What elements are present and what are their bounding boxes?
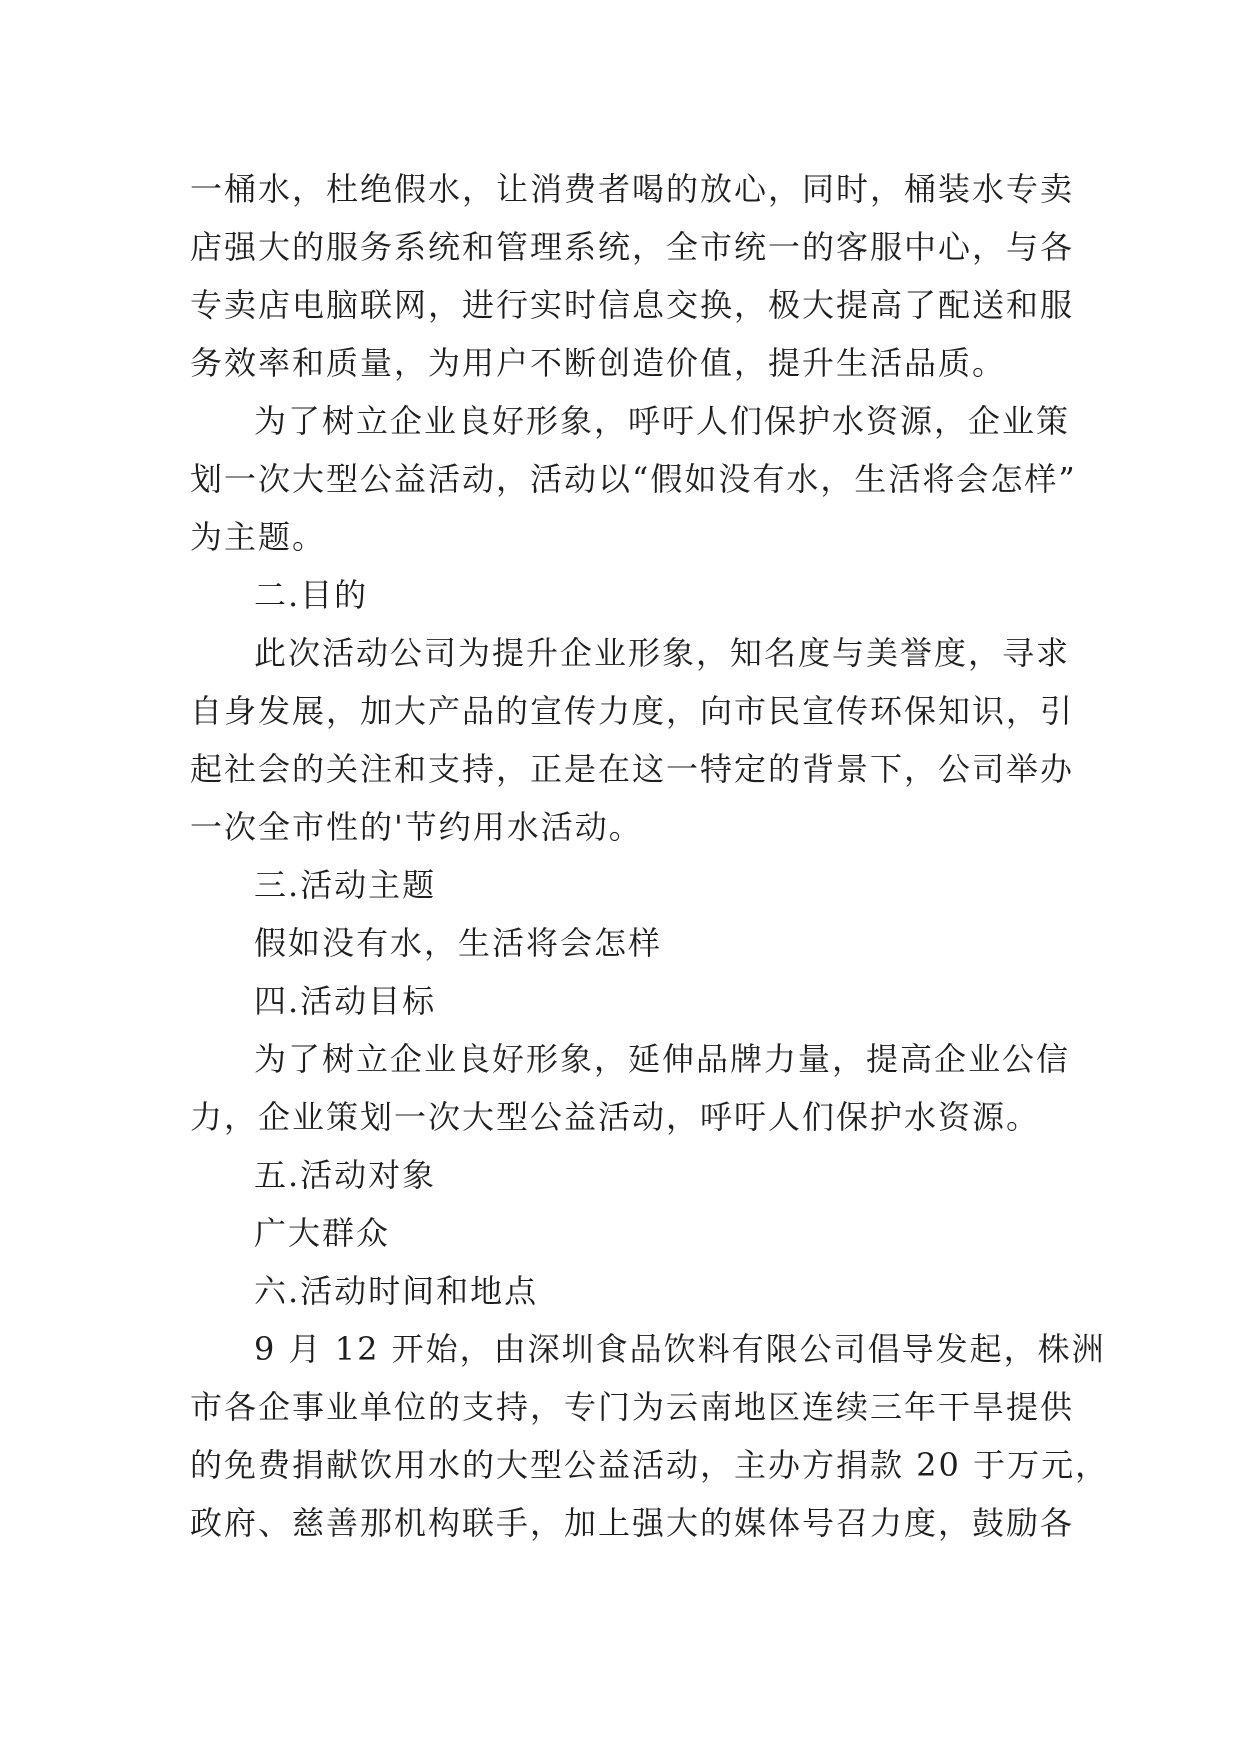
section-heading-theme: 三.活动主题 [254, 866, 437, 904]
paragraph-start: 假如没有水，生活将会怎样 [254, 924, 663, 962]
text-line: 划一次大型公益活动，活动以“假如没有水，生活将会怎样” [190, 460, 1077, 498]
text-line: 力，企业策划一次大型公益活动，呼吁人们保护水资源。 [190, 1098, 1041, 1136]
text-line: 市各企事业单位的支持，专门为云南地区连续三年干旱提供 [190, 1388, 1075, 1426]
text-line: 专卖店电脑联网，进行实时信息交换，极大提高了配送和服 [190, 286, 1075, 324]
text-line: 一桶水，杜绝假水，让消费者喝的放心，同时，桶装水专卖 [190, 170, 1075, 208]
paragraph-start: 9 月 12 开始，由深圳食品饮料有限公司倡导发起，株洲 [254, 1330, 1106, 1368]
section-heading-goal: 四.活动目标 [254, 982, 437, 1020]
paragraph-start: 为了树立企业良好形象，呼吁人们保护水资源，企业策 [254, 402, 1071, 440]
text-line: 为主题。 [190, 518, 327, 556]
paragraph-start: 此次活动公司为提升企业形象，知名度与美誉度，寻求 [254, 634, 1071, 672]
text-line: 务效率和质量，为用户不断创造价值，提升生活品质。 [190, 344, 1007, 382]
text-line: 的免费捐献饮用水的大型公益活动，主办方捐款 20 于万元， [190, 1446, 1110, 1484]
text-line: 起社会的关注和支持，正是在这一特定的背景下，公司举办 [190, 750, 1075, 788]
text-line: 自身发展，加大产品的宣传力度，向市民宣传环保知识，引 [190, 692, 1075, 730]
text-line: 店强大的服务系统和管理系统，全市统一的客服中心，与各 [190, 228, 1075, 266]
paragraph-start: 为了树立企业良好形象，延伸品牌力量，提高企业公信 [254, 1040, 1071, 1078]
section-heading-purpose: 二.目的 [254, 576, 369, 614]
text-line: 政府、慈善那机构联手，加上强大的媒体号召力度，鼓励各 [190, 1504, 1075, 1542]
text-line: 一次全市性的'节约用水活动。 [190, 808, 643, 846]
document-body [190, 160, 1110, 1552]
paragraph-start: 广大群众 [254, 1214, 391, 1252]
section-heading-time-place: 六.活动时间和地点 [254, 1272, 539, 1310]
section-heading-audience: 五.活动对象 [254, 1156, 437, 1194]
